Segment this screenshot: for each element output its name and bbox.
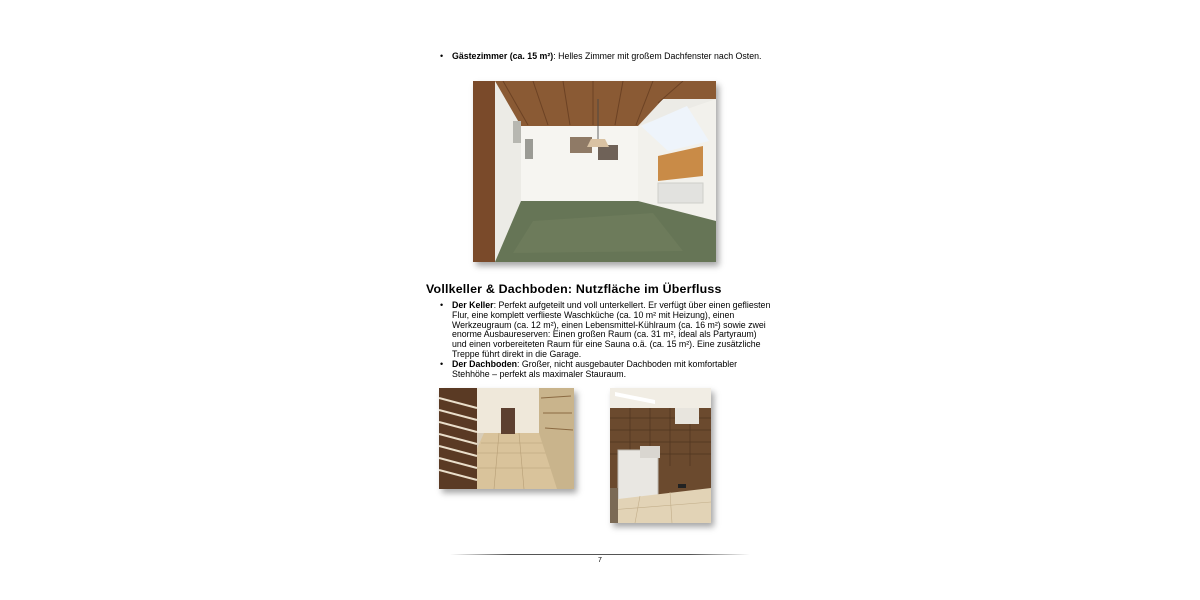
dachboden-label: Der Dachboden — [452, 358, 518, 369]
cellar-photo — [439, 388, 574, 489]
page-number: 7 — [598, 557, 602, 564]
laundry-photo — [610, 388, 711, 523]
keller-label: Der Keller — [452, 300, 494, 310]
footer-divider — [450, 554, 750, 555]
bullet-icon: • — [440, 51, 444, 61]
list-item-keller — [440, 300, 772, 360]
bullet-icon: • — [440, 358, 444, 369]
guest-room-label: Gästezimmer (ca. 15 m²) — [452, 51, 554, 61]
section-heading: Vollkeller & Dachboden: Nutzfläche im Überfluss — [426, 282, 722, 296]
keller-text: : Perfekt aufgeteilt und voll unterkellert. Er verfügt über einen gefliesten Flur, eine komplett verflieste Waschküche (ca. 10 m² mit Heizung), einen Werkzeugraum (ca. 12 m²), einen Lebensmittel-Kühlraum (ca. 16 m²) sowie zwei enorme Ausbaureserven: Einen großen Raum (ca. 31 m², ideal als Partyraum) und einen vorbereiteten Raum für eine Sauna o.ä. (ca. 15 m²). Eine zusätzliche Treppe führt direkt in die Garage. — [452, 300, 771, 359]
guest-room-text: : Helles Zimmer mit großem Dachfenster nach Osten. — [553, 51, 762, 61]
list-item-guest-room — [440, 51, 782, 62]
guest-room-list — [440, 51, 782, 62]
guest-room-photo — [473, 81, 716, 262]
list-item-dachboden — [440, 358, 772, 380]
bullet-icon: • — [440, 300, 444, 310]
section-list — [440, 300, 772, 379]
dachboden-text: : Großer, nicht ausgebauter Dachboden mit komfortabler Stehhöhe – perfekt als maximaler Stauraum. — [452, 358, 738, 379]
